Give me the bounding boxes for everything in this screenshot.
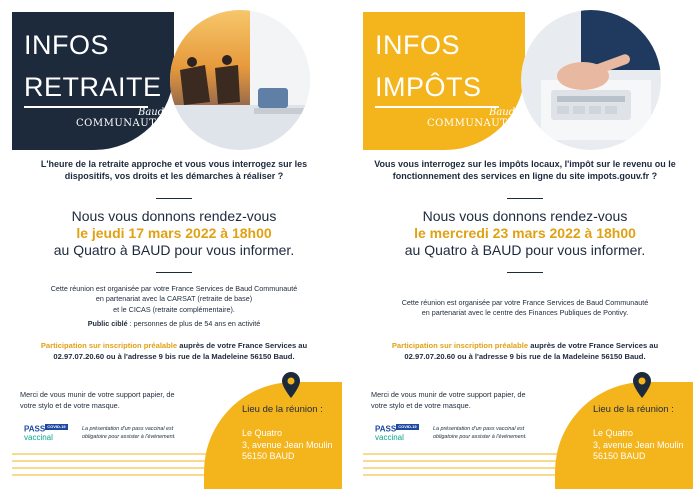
logo-line2: COMMUNAUTÉ <box>427 117 516 129</box>
pass-word: PASS <box>375 424 397 434</box>
rendezvous-line1: Nous vous donnons rendez-vous <box>422 208 628 224</box>
public-label: Public ciblé <box>87 319 128 329</box>
divider <box>156 198 192 199</box>
title-line2: RETRAITE <box>24 72 162 102</box>
participation-line1: auprès de votre France Services au <box>177 341 308 350</box>
lieu-line3: 56150 BAUD <box>242 451 295 462</box>
decorative-lines <box>12 446 212 486</box>
public-cible <box>16 319 332 329</box>
location-pin-icon <box>282 372 300 398</box>
retirement-photo <box>170 10 310 150</box>
title-line1: INFOS <box>24 30 110 60</box>
logo-line1: Baud <box>488 107 516 118</box>
lieu-address <box>593 428 684 463</box>
rendezvous-line1: Nous vous donnons rendez-vous <box>71 208 277 224</box>
lieu-line1: Le Quatro <box>593 428 634 438</box>
divider <box>507 272 543 273</box>
divider <box>507 198 543 199</box>
lieu-title: Lieu de la réunion : <box>242 404 323 415</box>
tax-photo <box>521 10 661 150</box>
pass-text: La présentation d'un pass vaccinal est obligatoire pour assister à l'événement. <box>433 426 527 440</box>
logo-line2: COMMUNAUTÉ <box>76 117 165 129</box>
org-line1: Cette réunion est organisée par votre France Services de Baud Communauté <box>401 298 649 307</box>
pass-covid-tag: COVID-19 <box>398 424 417 429</box>
title-banner <box>363 12 525 150</box>
organisation-text <box>367 298 683 319</box>
rendezvous-block <box>16 208 332 258</box>
org-line2: en partenariat avec le centre des Finances Publiques de Pontivy. <box>421 308 629 318</box>
merci-text: Merci de vous munir de votre support papier, de votre stylo et de votre masque. <box>371 390 526 410</box>
lieu-line1: Le Quatro <box>242 428 283 438</box>
decorative-lines <box>363 446 563 486</box>
participation-line1: auprès de votre France Services au <box>528 341 659 350</box>
public-text: : personnes de plus de 54 ans en activité <box>127 319 261 329</box>
pass-vaccinal-logo <box>375 424 419 443</box>
lieu-line2: 3, avenue Jean Moulin <box>593 439 684 450</box>
org-line3: et le CICAS (retraite complémentaire). <box>113 304 235 314</box>
lieu-line2: 3, avenue Jean Moulin <box>242 439 333 450</box>
rendezvous-date: le mercredi 23 mars 2022 à 18h00 <box>414 224 636 241</box>
title-line2: IMPÔTS <box>375 72 482 102</box>
location-pin-icon <box>633 372 651 398</box>
pass-vaccinal-logo <box>24 424 68 443</box>
participation-line2: 02.97.07.20.60 ou à l'adresse 9 bis rue de la Madeleine 56150 Baud. <box>404 352 646 362</box>
pass-vaccinal-word: vaccinal <box>375 433 404 443</box>
participation-line2: 02.97.07.20.60 ou à l'adresse 9 bis rue de la Madeleine 56150 Baud. <box>53 352 295 362</box>
rendezvous-block <box>367 208 683 258</box>
lieu-line3: 56150 BAUD <box>593 451 646 462</box>
participation-text <box>365 340 685 363</box>
baud-communaute-logo <box>427 108 515 129</box>
pass-vaccinal-word: vaccinal <box>24 433 53 443</box>
participation-highlight: Participation sur inscription préalable <box>40 341 178 350</box>
title-line1: INFOS <box>375 30 461 60</box>
pass-word: PASS <box>24 424 46 434</box>
logo-line1: Baud <box>137 107 165 118</box>
organisation-text <box>16 284 332 330</box>
divider <box>156 272 192 273</box>
baud-communaute-logo <box>76 108 164 129</box>
rendezvous-line3: au Quatro à BAUD pour vous informer. <box>53 241 295 258</box>
lieu-address <box>242 428 333 463</box>
rendezvous-date: le jeudi 17 mars 2022 à 18h00 <box>76 224 272 241</box>
participation-text <box>14 340 334 363</box>
rendezvous-line3: au Quatro à BAUD pour vous informer. <box>404 241 646 258</box>
flyer-impots <box>357 6 693 489</box>
intro-text: L'heure de la retraite approche et vous vous interrogez sur les dispositifs, vos droits et les démarches à réaliser ? <box>40 159 308 182</box>
pass-text: La présentation d'un pass vaccinal est obligatoire pour assister à l'événement. <box>82 426 176 440</box>
merci-text: Merci de vous munir de votre support papier, de votre stylo et de votre masque. <box>20 390 175 410</box>
flyer-retraite <box>6 6 342 489</box>
pass-covid-tag: COVID-19 <box>47 424 66 429</box>
intro-text: Vous vous interrogez sur les impôts locaux, l'impôt sur le revenu ou le fonctionnement des services en ligne du site impots.gouv.fr ? <box>374 159 676 182</box>
participation-highlight: Participation sur inscription préalable <box>391 341 529 350</box>
org-line1: Cette réunion est organisée par votre France Services de Baud Communauté <box>50 284 298 293</box>
title-banner <box>12 12 174 150</box>
org-line2: en partenariat avec la CARSAT (retraite de base) <box>95 294 253 304</box>
lieu-title: Lieu de la réunion : <box>593 404 674 415</box>
